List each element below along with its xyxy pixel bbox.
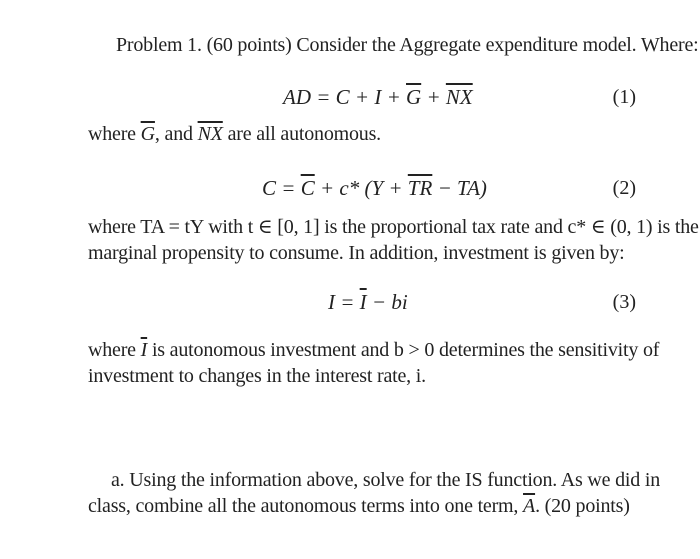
tax-line-2: marginal propensity to consume. In addition, investment is given by: [88,242,625,264]
text-fragment: is autonomous investment and b > 0 determines the sensitivity of [147,339,660,361]
equation-2 [262,176,487,200]
eq2-tr-bar: $\overline{TR}$ [407,176,433,200]
equation-1 [283,85,473,109]
a-bar: $\overline{A}$ [523,495,536,517]
autonomous-line [88,122,381,146]
text-fragment: class, combine all the autonomous terms into one term, [88,495,524,517]
nx-bar: $\overline{NX}$ [197,123,223,145]
eq1-nx-bar: $\overline{NX}$ [445,85,473,109]
eq3-i-bar: $\overline{I}$ [359,290,367,314]
equation-1-number: (1) [612,86,636,108]
eq3-part: − bi [366,290,408,314]
eq1-part: AD = C + I + [283,85,407,109]
tax-line-1: where TA = tY with t ∈ [0, 1] is the proportional tax rate and c* ∈ (0, 1) is the [88,216,699,238]
g-bar: $\overline{G}$ [140,123,155,145]
problem-heading: Problem 1. (60 points) Consider the Aggregate expenditure model. Where: [116,34,699,56]
equation-2-number: (2) [612,177,636,199]
invest-line-1 [88,338,659,362]
text-fragment: , and [154,123,198,145]
text-fragment: are all autonomous. [222,123,381,145]
text-fragment: where [88,123,141,145]
eq3-part: I = [328,290,360,314]
eq2-part: + c* (Y + [314,176,408,200]
text-fragment: where [88,339,141,361]
eq2-c-bar: $\overline{C}$ [300,176,315,200]
part-a-line-1: a. Using the information above, solve for the IS function. As we did in [111,469,661,491]
part-a-line-2 [88,494,630,518]
i-bar: $\overline{I}$ [140,339,148,361]
eq1-part: + [421,85,446,109]
equation-3 [328,290,408,314]
eq2-part: − TA) [432,176,487,200]
equation-3-number: (3) [612,291,636,313]
text-fragment: . (20 points) [535,495,630,517]
eq2-part: C = [262,176,301,200]
eq1-g-bar: $\overline{G}$ [406,85,422,109]
invest-line-2: investment to changes in the interest rate, i. [88,365,426,387]
